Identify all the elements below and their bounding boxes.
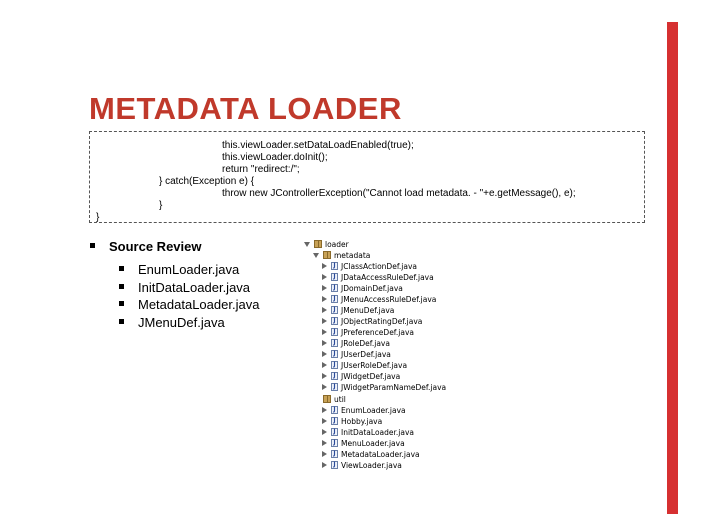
java-file-icon: J [331, 428, 338, 436]
collapsed-arrow-icon[interactable] [322, 429, 327, 435]
code-line: } catch(Exception e) { [159, 176, 255, 187]
sub-bullet-label: JMenuDef.java [138, 315, 225, 330]
code-block [89, 131, 645, 223]
tree-node-jpreferencedef-java[interactable] [322, 327, 414, 337]
collapsed-arrow-icon[interactable] [322, 285, 327, 291]
tree-node-label: JMenuAccessRuleDef.java [341, 294, 437, 304]
collapsed-arrow-icon[interactable] [322, 407, 327, 413]
tree-node-jobjectratingdef-java[interactable] [322, 316, 422, 326]
tree-node-jdataaccessruledef-java[interactable] [322, 272, 434, 282]
package-icon [323, 395, 331, 403]
code-line: } [96, 212, 100, 223]
collapsed-arrow-icon[interactable] [322, 318, 327, 324]
tree-node-label: JDataAccessRuleDef.java [341, 272, 434, 282]
tree-node-menuloader-java[interactable] [322, 438, 405, 448]
tree-node-label: loader [325, 239, 349, 249]
code-line: return "redirect:/"; [222, 164, 300, 175]
square-bullet-icon [119, 284, 124, 289]
sub-bullet-item [119, 315, 225, 330]
tree-node-label: util [334, 394, 346, 404]
expanded-arrow-icon[interactable] [313, 253, 319, 258]
tree-node-label: JRoleDef.java [341, 338, 390, 348]
java-file-icon: J [331, 383, 338, 391]
tree-node-label: JWidgetParamNameDef.java [341, 382, 447, 392]
tree-node-label: JClassActionDef.java [341, 261, 418, 271]
sub-bullet-item [119, 297, 259, 312]
collapsed-arrow-icon[interactable] [322, 362, 327, 368]
tree-node-jroledef-java[interactable] [322, 338, 390, 348]
tree-node-jclassactiondef-java[interactable] [322, 261, 417, 271]
collapsed-arrow-icon[interactable] [322, 351, 327, 357]
java-file-icon: J [331, 339, 338, 347]
collapsed-arrow-icon[interactable] [322, 384, 327, 390]
tree-node-label: MetadataLoader.java [341, 449, 420, 459]
tree-node-label: JPreferenceDef.java [341, 327, 414, 337]
collapsed-arrow-icon[interactable] [322, 440, 327, 446]
square-bullet-icon [119, 319, 124, 324]
tree-node-label: JMenuDef.java [341, 305, 395, 315]
java-file-icon: J [331, 284, 338, 292]
java-file-icon: J [331, 273, 338, 281]
tree-node-juserroledef-java[interactable] [322, 360, 407, 370]
tree-node-jmenuaccessruledef-java[interactable] [322, 294, 436, 304]
collapsed-arrow-icon[interactable] [322, 307, 327, 313]
tree-node-hobby-java[interactable] [322, 416, 382, 426]
tree-node-label: InitDataLoader.java [341, 427, 414, 437]
tree-node-jwidgetparamnamedef-java[interactable] [322, 382, 446, 392]
java-file-icon: J [331, 461, 338, 469]
tree-node-label: MenuLoader.java [341, 438, 405, 448]
tree-node-label: JUserDef.java [341, 349, 391, 359]
tree-node-metadataloader-java[interactable] [322, 449, 420, 459]
java-file-icon: J [331, 295, 338, 303]
square-bullet-icon [119, 266, 124, 271]
collapsed-arrow-icon[interactable] [322, 329, 327, 335]
code-line: this.viewLoader.doInit(); [222, 152, 328, 163]
sub-bullet-label: InitDataLoader.java [138, 280, 251, 295]
sub-bullet-item [119, 280, 250, 295]
tree-node-metadata[interactable] [313, 250, 370, 260]
square-bullet-icon [90, 243, 95, 248]
tree-node-jdomaindef-java[interactable] [322, 283, 403, 293]
collapsed-arrow-icon[interactable] [322, 296, 327, 302]
java-file-icon: J [331, 262, 338, 270]
collapsed-arrow-icon[interactable] [322, 340, 327, 346]
tree-node-enumloader-java[interactable] [322, 405, 406, 415]
collapsed-arrow-icon[interactable] [322, 462, 327, 468]
bullet-label: Source Review [109, 239, 202, 254]
code-line: this.viewLoader.setDataLoadEnabled(true); [222, 140, 414, 151]
tree-node-loader[interactable] [304, 239, 349, 249]
square-bullet-icon [119, 301, 124, 306]
expanded-arrow-icon[interactable] [304, 242, 310, 247]
java-file-icon: J [331, 350, 338, 358]
accent-bar [667, 22, 678, 514]
package-icon [323, 251, 331, 259]
tree-node-label: metadata [334, 250, 371, 260]
java-file-icon: J [331, 439, 338, 447]
tree-node-jwidgetdef-java[interactable] [322, 371, 400, 381]
tree-node-viewloader-java[interactable] [322, 460, 402, 470]
java-file-icon: J [331, 328, 338, 336]
java-file-icon: J [331, 361, 338, 369]
tree-node-juserdef-java[interactable] [322, 349, 391, 359]
slide-title: METADATA LOADER [89, 91, 402, 126]
tree-node-label: JObjectRatingDef.java [341, 316, 423, 326]
tree-node-label: ViewLoader.java [341, 460, 402, 470]
collapsed-arrow-icon[interactable] [322, 373, 327, 379]
tree-node-initdataloader-java[interactable] [322, 427, 414, 437]
package-icon [314, 240, 322, 248]
java-file-icon: J [331, 317, 338, 325]
sub-bullet-label: EnumLoader.java [138, 262, 240, 277]
java-file-icon: J [331, 372, 338, 380]
tree-node-jmenudef-java[interactable] [322, 305, 394, 315]
java-file-icon: J [331, 306, 338, 314]
java-file-icon: J [331, 450, 338, 458]
sub-bullet-item [119, 262, 239, 277]
bullet-source-review [90, 239, 202, 254]
collapsed-arrow-icon[interactable] [322, 418, 327, 424]
tree-node-label: JWidgetDef.java [341, 371, 401, 381]
java-file-icon: J [331, 406, 338, 414]
tree-node-label: JDomainDef.java [341, 283, 403, 293]
collapsed-arrow-icon[interactable] [322, 274, 327, 280]
sub-bullet-label: MetadataLoader.java [138, 297, 260, 312]
collapsed-arrow-icon[interactable] [322, 451, 327, 457]
tree-node-label: EnumLoader.java [341, 405, 406, 415]
collapsed-arrow-icon[interactable] [322, 263, 327, 269]
tree-node-label: JUserRoleDef.java [341, 360, 408, 370]
tree-node-util[interactable] [313, 394, 346, 404]
code-line: } [159, 200, 163, 211]
code-line: throw new JControllerException("Cannot load metadata. - "+e.getMessage(), e); [222, 188, 576, 199]
tree-node-label: Hobby.java [341, 416, 383, 426]
java-file-icon: J [331, 417, 338, 425]
